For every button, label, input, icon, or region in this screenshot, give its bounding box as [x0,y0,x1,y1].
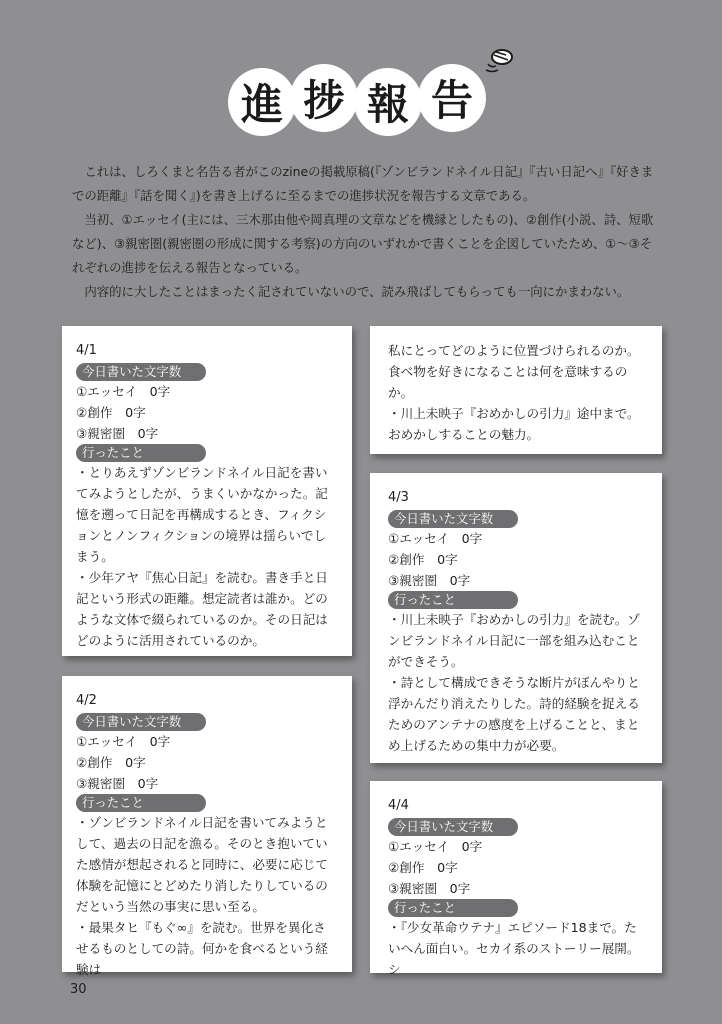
word-count-label: 今日書いた文字数 [388,510,518,528]
entry-body: 私にとってどのように位置づけられるのか。食べ物を好きになることは何を意味するのか。 [388,343,640,400]
page-title [228,58,500,140]
entry-date: 4/3 [388,490,409,505]
entry-body: ・少年アヤ『焦心日記』を読む。書き手と日記という形式の距離。想定読者は誰か。どのような文体で綴られているのか。その日記はどのように活用されているのか。 [76,570,328,648]
entry-date: 4/2 [76,693,97,708]
intro-paragraph: これは、しろくまと名告る者がこのzineの掲載原稿(『ゾンビランドネイル日記』『古い日記へ』『好きまでの距離』『話を聞く』)を書き上げるに至るまでの進捗状況を報告する文章である。 [72,164,654,203]
title-char-4: 告 [418,64,486,132]
creation-count: ②創作 0字 [388,552,458,567]
creation-count: ②創作 0字 [76,755,146,770]
title-char-2: 捗 [290,64,358,132]
entry-card-4-2 [62,676,352,977]
intro-paragraph: 当初、①エッセイ(主には、三木那由他や岡真理の文章などを機縁としたもの)、②創作(小説、詩、短歌など)、③親密圏(親密圏の形成に関する考察)の方向のいずれかで書くことを企図していたため、①〜③それぞれの進捗を伝える報告となっている。 [72,212,654,275]
essay-count: ①エッセイ 0字 [388,531,483,546]
entry-card-4-4 [370,781,662,977]
entry-body: ・『少女革命ウテナ』エピソード18まで。たいへん面白い。セカイ系のストーリー展開。シ [388,920,640,977]
intro-text [72,160,662,304]
entry-body: ・川上未映子『おめかしの引力』途中まで。おめかしすることの魅力。 [388,406,640,442]
word-count-label: 今日書いた文字数 [76,363,206,381]
title-char-1: 進 [228,68,296,136]
intimacy-count: ③親密圏 0字 [388,881,471,896]
word-count-label: 今日書いた文字数 [388,818,518,836]
entry-card-continuation [370,326,662,454]
entry-date: 4/1 [76,343,97,358]
entry-body: ・詩として構成できそうな断片がぼんやりと浮かんだり消えたりした。詩的経験を捉えるためのアンテナの感度を上げることと、まとめ上げるための集中力が必要。 [388,675,640,753]
word-count-label: 今日書いた文字数 [76,713,206,731]
intimacy-count: ③親密圏 0字 [76,776,159,791]
entry-body: ・川上未映子『おめかしの引力』を読む。ゾンビランドネイル日記に一部を組み込むことができそう。 [388,612,640,669]
page-number: 30 [70,982,87,997]
essay-count: ①エッセイ 0字 [76,734,171,749]
essay-count: ①エッセイ 0字 [388,839,483,854]
entry-card-4-3 [370,473,662,763]
done-label: 行ったこと [388,899,518,917]
entry-body: ・ゾンビランドネイル日記を書いてみようとして、過去の日記を漁る。そのとき抱いていた感情が想起されると同時に、必要に応じて体験を記憶にとどめたり消したりしているのだという当然の事実に思い至る。 [76,815,328,914]
essay-count: ①エッセイ 0字 [76,384,171,399]
intro-paragraph: 内容的に大したことはまったく記されていないので、読み飛ばしてもらっても一向にかまわない。 [84,284,630,299]
intimacy-count: ③親密圏 0字 [76,426,159,441]
mascot-icon [482,44,516,74]
entry-body: ・最果タヒ『もぐ∞』を読む。世界を異化させるものとしての詩。何かを食べるという経験は [76,920,328,977]
entry-card-4-1 [62,326,352,656]
title-char-3: 報 [354,68,422,136]
done-label: 行ったこと [388,591,518,609]
done-label: 行ったこと [76,794,206,812]
done-label: 行ったこと [76,444,206,462]
entry-body: ・とりあえずゾンビランドネイル日記を書いてみようとしたが、うまくいかなかった。記憶を遡って日記を再構成するとき、フィクションとノンフィクションの境界は揺らいでしまう。 [76,465,328,564]
intimacy-count: ③親密圏 0字 [388,573,471,588]
entry-date: 4/4 [388,798,409,813]
creation-count: ②創作 0字 [76,405,146,420]
creation-count: ②創作 0字 [388,860,458,875]
